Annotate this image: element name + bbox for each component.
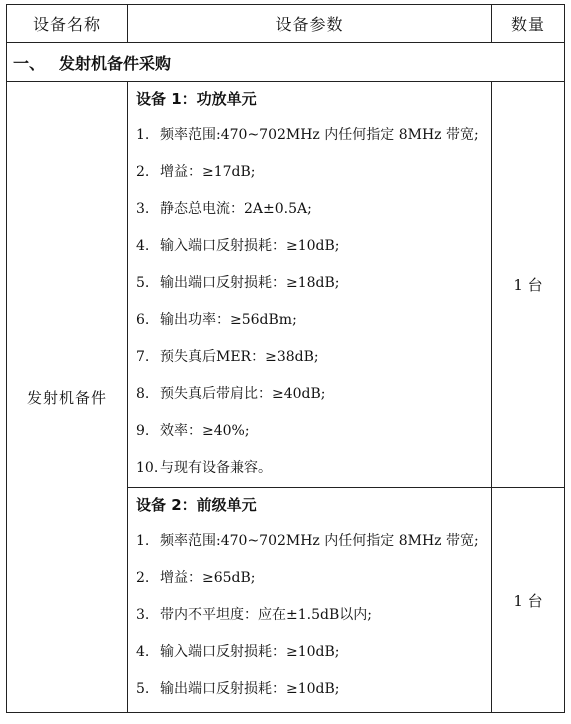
param-line: 4. 输入端口反射损耗：≥10dB;: [136, 238, 340, 254]
param-line: 6. 输出功率：≥56dBm;: [136, 312, 297, 328]
header-device-name: 设备名称: [7, 5, 128, 43]
param-line: 8. 预失真后带肩比：≥40dB;: [136, 386, 326, 402]
param-line: 2. 增益：≥17dB;: [136, 164, 256, 180]
param-line: 4. 输入端口反射损耗：≥10dB;: [136, 644, 340, 660]
param-line: 2. 增益：≥65dB;: [136, 570, 256, 586]
param-line: 10. 与现有设备兼容。: [136, 460, 272, 476]
section-title: [7, 43, 565, 82]
device-params-cell-2: [128, 488, 492, 713]
section-label: 发射机备件采购: [59, 53, 172, 73]
param-line: 3. 带内不平坦度：应在±1.5dB以内;: [136, 607, 372, 623]
device-title: 设备 1：功放单元: [136, 90, 257, 108]
device-row-1: [7, 82, 565, 488]
table-header-row: [7, 5, 565, 43]
param-line: 5. 输出端口反射损耗：≥18dB;: [136, 275, 340, 291]
device-title: 设备 2：前级单元: [136, 496, 257, 514]
param-line: 7. 预失真后MER：≥38dB;: [136, 349, 319, 365]
quantity-cell-1: 1 台: [492, 82, 565, 488]
param-line: 1. 频率范围:470~702MHz 内任何指定 8MHz 带宽;: [136, 533, 479, 549]
param-line: 5. 输出端口反射损耗：≥10dB;: [136, 681, 340, 697]
quantity-cell-2: 1 台: [492, 488, 565, 713]
item-name-cell: 发射机备件: [7, 82, 128, 713]
section-number: 一、: [13, 53, 46, 73]
param-line: 1. 频率范围:470~702MHz 内任何指定 8MHz 带宽;: [136, 127, 479, 143]
device-params-cell-1: [128, 82, 492, 488]
header-quantity: 数量: [492, 5, 565, 43]
section-row: [7, 43, 565, 82]
param-line: 3. 静态总电流：2A±0.5A;: [136, 201, 312, 217]
procurement-table: [6, 4, 565, 713]
header-device-params: 设备参数: [128, 5, 492, 43]
param-line: 9. 效率：≥40%;: [136, 423, 250, 439]
